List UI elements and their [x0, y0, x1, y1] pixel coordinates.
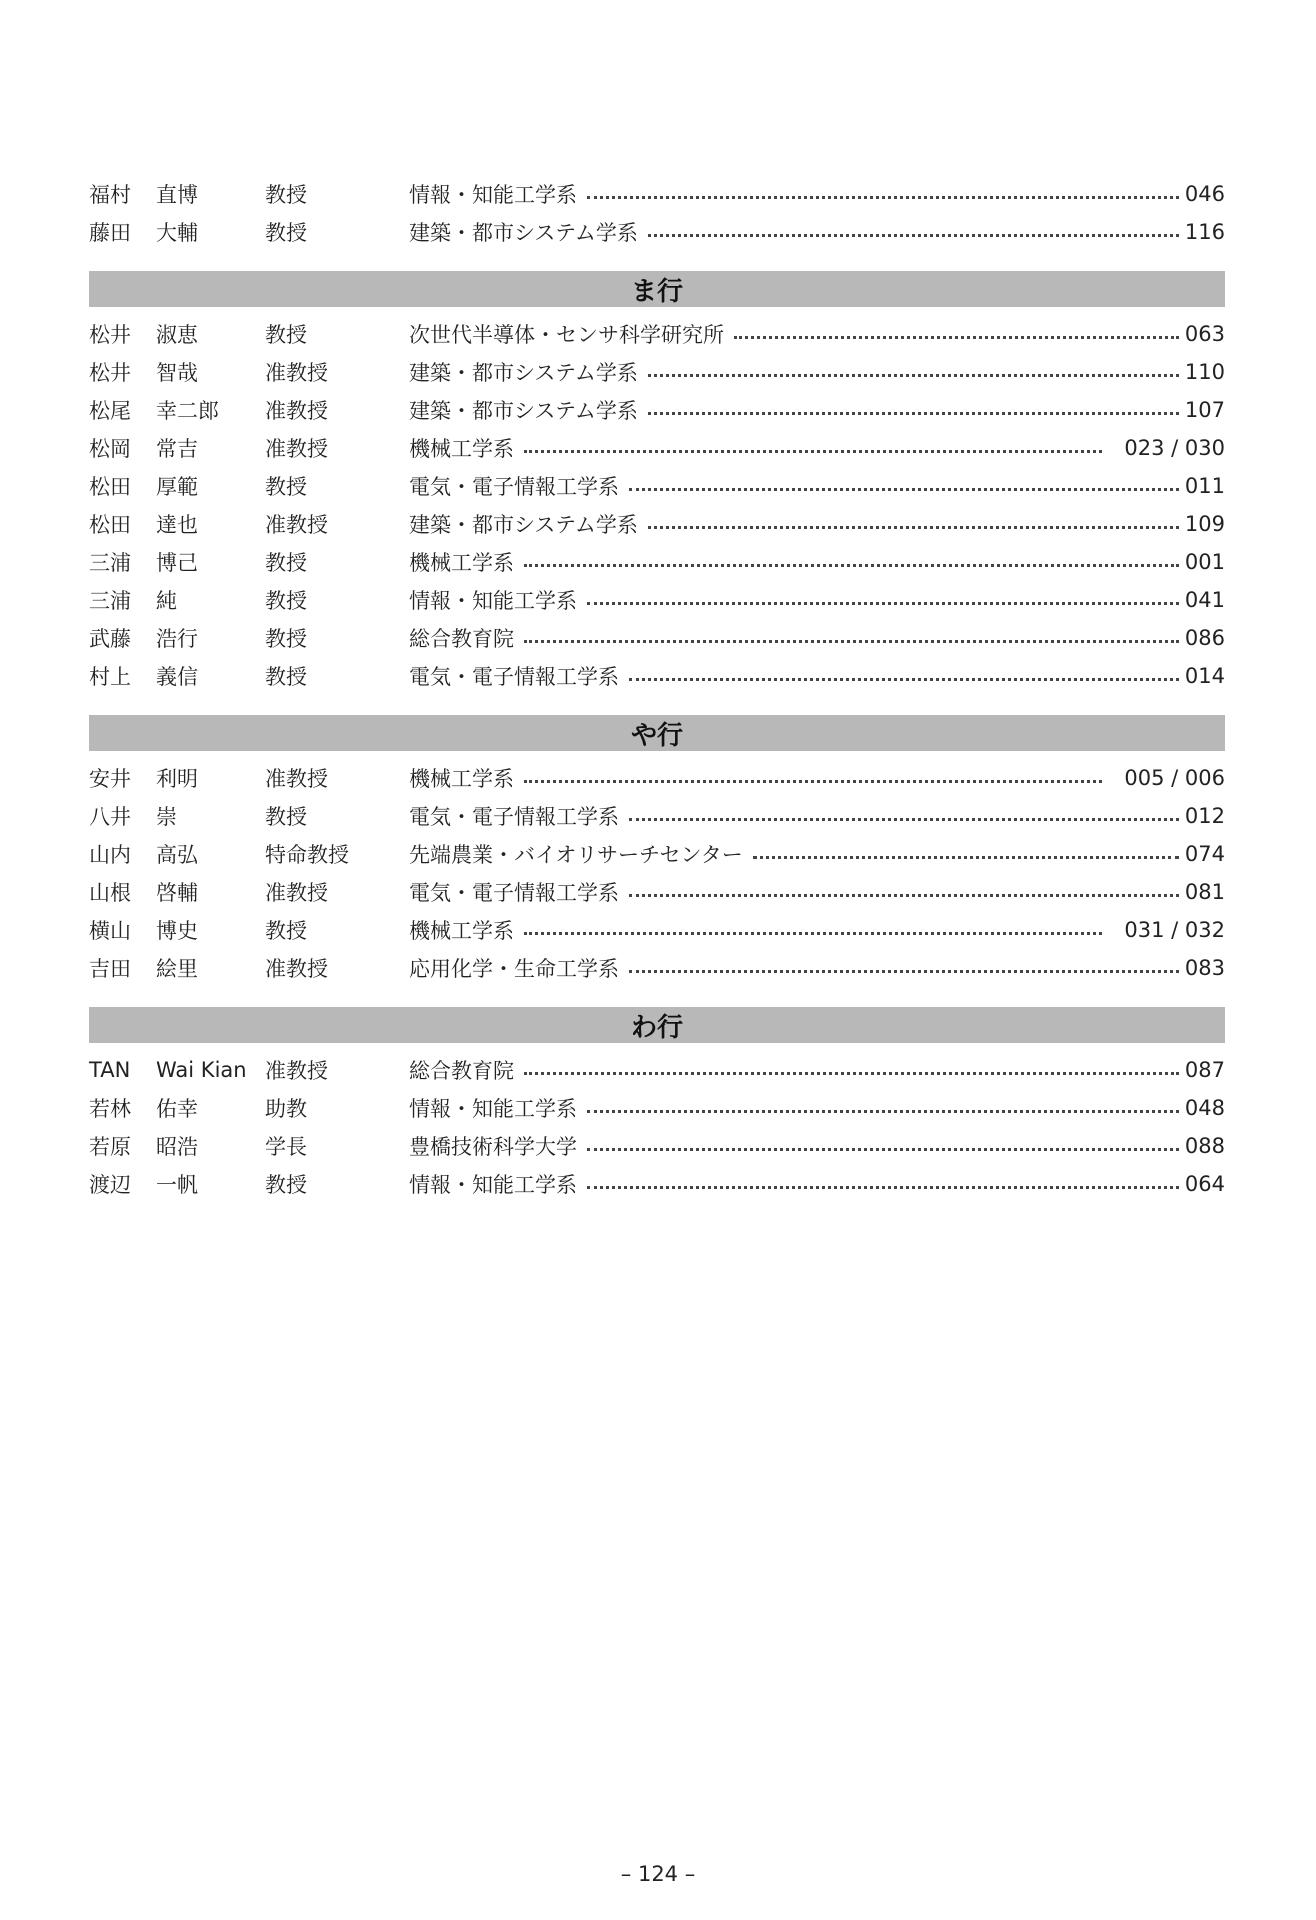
section-ya: [89, 759, 1225, 987]
section-ha-continued: [89, 175, 1225, 251]
position-title: 准教授: [265, 437, 328, 461]
page-ref: 110: [1184, 360, 1225, 384]
affiliation: 電気・電子情報工学系: [409, 665, 619, 689]
position-title: 教授: [265, 1173, 307, 1197]
position-title: 教授: [265, 475, 307, 499]
dot-leader: [648, 526, 1179, 529]
affiliation: 総合教育院: [409, 627, 514, 651]
position-title: 准教授: [265, 361, 328, 385]
page-ref: 087: [1184, 1058, 1225, 1082]
position-title: 准教授: [265, 513, 328, 537]
first-name: 絵里: [156, 957, 198, 981]
page-ref: 116: [1184, 220, 1225, 244]
last-name: 武藤: [89, 627, 131, 651]
section-heading-text: ま行: [630, 276, 683, 307]
affiliation: 情報・知能工学系: [409, 183, 577, 207]
index-row: [89, 1165, 1225, 1203]
affiliation: 建築・都市システム学系: [409, 361, 638, 385]
section-heading-wa: [89, 1007, 1225, 1043]
page-ref: 031 / 032: [1124, 918, 1225, 942]
last-name: 若林: [89, 1097, 131, 1121]
first-name: 高弘: [156, 843, 198, 867]
index-row: [89, 543, 1225, 581]
index-row: [89, 505, 1225, 543]
first-name: 博史: [156, 919, 198, 943]
dot-leader: [524, 1072, 1179, 1075]
page-ref: 083: [1184, 956, 1225, 980]
first-name: 智哉: [156, 361, 198, 385]
first-name: 昭浩: [156, 1135, 198, 1159]
affiliation: 機械工学系: [409, 551, 514, 575]
last-name: 藤田: [89, 221, 131, 245]
last-name: TAN: [89, 1058, 131, 1082]
first-name: 常吉: [156, 437, 198, 461]
page-ref: 109: [1184, 512, 1225, 536]
dot-leader: [587, 196, 1179, 199]
affiliation: 応用化学・生命工学系: [409, 957, 619, 981]
first-name: 浩行: [156, 627, 198, 651]
first-name: 厚範: [156, 475, 198, 499]
position-title: 教授: [265, 551, 307, 575]
affiliation: 機械工学系: [409, 767, 514, 791]
first-name: 大輔: [156, 221, 198, 245]
index-row: [89, 1051, 1225, 1089]
dot-leader: [524, 932, 1102, 935]
page-ref: 011: [1184, 474, 1225, 498]
first-name: Wai Kian: [156, 1058, 247, 1082]
first-name: 一帆: [156, 1173, 198, 1197]
section-heading-text: や行: [630, 720, 683, 751]
first-name: 利明: [156, 767, 198, 791]
first-name: 佑幸: [156, 1097, 198, 1121]
affiliation: 機械工学系: [409, 919, 514, 943]
index-row: [89, 797, 1225, 835]
page-ref: 074: [1184, 842, 1225, 866]
last-name: 松田: [89, 513, 131, 537]
dot-leader: [629, 970, 1179, 973]
first-name: 義信: [156, 665, 198, 689]
last-name: 三浦: [89, 589, 131, 613]
dot-leader: [524, 450, 1102, 453]
affiliation: 電気・電子情報工学系: [409, 881, 619, 905]
dot-leader: [648, 412, 1179, 415]
last-name: 渡辺: [89, 1173, 131, 1197]
affiliation: 情報・知能工学系: [409, 589, 577, 613]
first-name: 達也: [156, 513, 198, 537]
affiliation: 次世代半導体・センサ科学研究所: [409, 323, 724, 347]
section-wa: [89, 1051, 1225, 1203]
affiliation: 建築・都市システム学系: [409, 513, 638, 537]
dot-leader: [524, 564, 1179, 567]
position-title: 准教授: [265, 399, 328, 423]
dot-leader: [753, 856, 1179, 859]
last-name: 松田: [89, 475, 131, 499]
last-name: 松井: [89, 361, 131, 385]
section-ma: [89, 315, 1225, 695]
index-row: [89, 873, 1225, 911]
dot-leader: [524, 640, 1179, 643]
position-title: 教授: [265, 183, 307, 207]
index-page: [89, 175, 1225, 1203]
dot-leader: [587, 1110, 1179, 1113]
position-title: 准教授: [265, 767, 328, 791]
index-row: [89, 581, 1225, 619]
dot-leader: [734, 336, 1179, 339]
index-row: [89, 353, 1225, 391]
page-ref: 048: [1184, 1096, 1225, 1120]
position-title: 助教: [265, 1097, 307, 1121]
first-name: 崇: [156, 805, 177, 829]
page-ref: 046: [1184, 182, 1225, 206]
dot-leader: [629, 818, 1179, 821]
affiliation: 電気・電子情報工学系: [409, 475, 619, 499]
position-title: 准教授: [265, 1059, 328, 1083]
dot-leader: [524, 780, 1102, 783]
last-name: 松岡: [89, 437, 131, 461]
index-row: [89, 213, 1225, 251]
position-title: 教授: [265, 665, 307, 689]
dot-leader: [587, 1186, 1179, 1189]
page-ref: 041: [1184, 588, 1225, 612]
last-name: 山内: [89, 843, 131, 867]
last-name: 村上: [89, 665, 131, 689]
last-name: 若原: [89, 1135, 131, 1159]
page-ref: 064: [1184, 1172, 1225, 1196]
dot-leader: [648, 234, 1179, 237]
affiliation: 先端農業・バイオリサーチセンター: [409, 843, 743, 867]
last-name: 山根: [89, 881, 131, 905]
last-name: 八井: [89, 805, 131, 829]
affiliation: 豊橋技術科学大学: [409, 1135, 577, 1159]
dot-leader: [587, 602, 1179, 605]
section-heading-text: わ行: [630, 1012, 683, 1043]
dot-leader: [648, 374, 1179, 377]
affiliation: 情報・知能工学系: [409, 1097, 577, 1121]
index-row: [89, 429, 1225, 467]
index-row: [89, 391, 1225, 429]
last-name: 吉田: [89, 957, 131, 981]
index-row: [89, 1127, 1225, 1165]
last-name: 松井: [89, 323, 131, 347]
page-ref: 001: [1184, 550, 1225, 574]
position-title: 教授: [265, 627, 307, 651]
position-title: 教授: [265, 221, 307, 245]
last-name: 横山: [89, 919, 131, 943]
page-number: – 124 –: [620, 1862, 696, 1886]
position-title: 学長: [265, 1135, 307, 1159]
dot-leader: [587, 1148, 1179, 1151]
affiliation: 機械工学系: [409, 437, 514, 461]
index-row: [89, 911, 1225, 949]
affiliation: 総合教育院: [409, 1059, 514, 1083]
last-name: 松尾: [89, 399, 131, 423]
last-name: 福村: [89, 183, 131, 207]
position-title: 教授: [265, 919, 307, 943]
page-ref: 086: [1184, 626, 1225, 650]
dot-leader: [629, 894, 1179, 897]
dot-leader: [629, 488, 1179, 491]
section-heading-ma: [89, 271, 1225, 307]
last-name: 安井: [89, 767, 131, 791]
index-row: [89, 949, 1225, 987]
index-row: [89, 467, 1225, 505]
first-name: 啓輔: [156, 881, 198, 905]
page-ref: 088: [1184, 1134, 1225, 1158]
affiliation: 建築・都市システム学系: [409, 399, 638, 423]
position-title: 教授: [265, 589, 307, 613]
position-title: 教授: [265, 323, 307, 347]
page-ref: 012: [1184, 804, 1225, 828]
first-name: 淑恵: [156, 323, 198, 347]
position-title: 教授: [265, 805, 307, 829]
first-name: 博己: [156, 551, 198, 575]
index-row: [89, 315, 1225, 353]
first-name: 純: [156, 589, 177, 613]
index-row: [89, 835, 1225, 873]
affiliation: 情報・知能工学系: [409, 1173, 577, 1197]
affiliation: 電気・電子情報工学系: [409, 805, 619, 829]
page-ref: 107: [1184, 398, 1225, 422]
dot-leader: [629, 678, 1179, 681]
section-heading-ya: [89, 715, 1225, 751]
index-row: [89, 759, 1225, 797]
page-ref: 081: [1184, 880, 1225, 904]
first-name: 幸二郎: [156, 399, 219, 423]
page-ref: 063: [1184, 322, 1225, 346]
index-row: [89, 175, 1225, 213]
position-title: 准教授: [265, 957, 328, 981]
page-ref: 023 / 030: [1124, 436, 1225, 460]
first-name: 直博: [156, 183, 198, 207]
last-name: 三浦: [89, 551, 131, 575]
index-row: [89, 619, 1225, 657]
position-title: 特命教授: [265, 843, 349, 867]
index-row: [89, 657, 1225, 695]
affiliation: 建築・都市システム学系: [409, 221, 638, 245]
index-row: [89, 1089, 1225, 1127]
position-title: 准教授: [265, 881, 328, 905]
page-ref: 005 / 006: [1124, 766, 1225, 790]
page-ref: 014: [1184, 664, 1225, 688]
